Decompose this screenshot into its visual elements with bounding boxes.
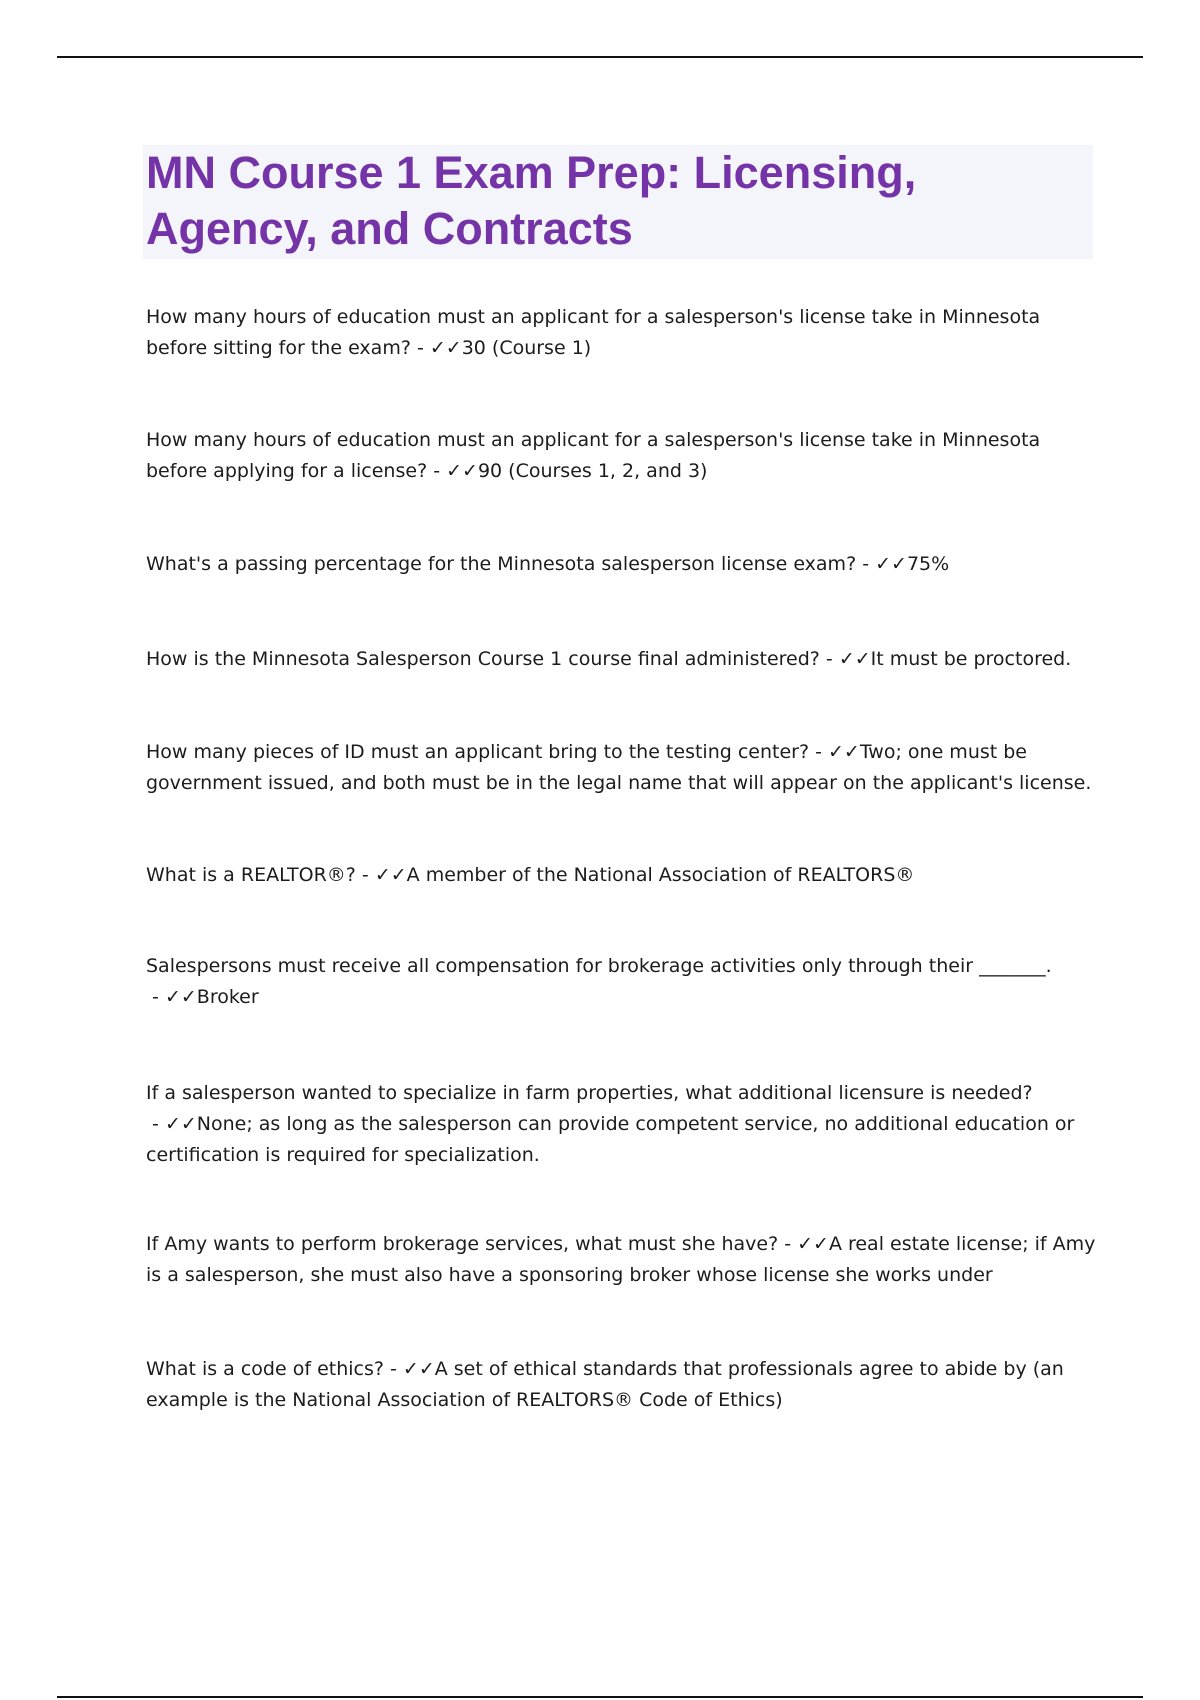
checkmark-icon: ✓✓ xyxy=(875,553,907,575)
separator: - xyxy=(146,1113,165,1135)
separator: - xyxy=(427,460,447,482)
checkmark-icon: ✓✓ xyxy=(838,648,871,670)
separator: - xyxy=(355,864,375,886)
separator: - xyxy=(383,1358,403,1380)
question-text: How many hours of education must an applicant for a salesperson's license take in Minnesota before applying for a license? xyxy=(146,429,1041,482)
answer-text: A real estate license; if Amy is a salesperson, she must also have a sponsoring broker whose license she works under xyxy=(146,1233,1096,1286)
separator: - xyxy=(809,741,828,763)
qa-item xyxy=(146,951,1096,1013)
question-text: How many hours of education must an applicant for a salesperson's license take in Minnesota before sitting for the exam? xyxy=(146,306,1041,359)
question-text: If Amy wants to perform brokerage services, what must she have? xyxy=(146,1233,779,1255)
question-text: How many pieces of ID must an applicant bring to the testing center? xyxy=(146,741,810,763)
qa-item xyxy=(146,737,1096,799)
answer-text: Broker xyxy=(196,986,259,1008)
separator: - xyxy=(819,648,839,670)
qa-item xyxy=(146,1354,1096,1416)
qa-item xyxy=(146,302,1096,364)
answer-text: A member of the National Association of REALTORS® xyxy=(406,864,915,886)
qa-item xyxy=(146,425,1096,487)
answer-text: A set of ethical standards that professionals agree to abide by (an example is the National Association of REALTORS® Code of Ethics) xyxy=(146,1358,1064,1411)
footer-rule xyxy=(57,1696,1143,1698)
separator: - xyxy=(856,553,876,575)
qa-item xyxy=(146,644,1096,675)
checkmark-icon: ✓✓ xyxy=(446,460,478,482)
answer-text: None; as long as the salesperson can provide competent service, no additional education or certification is required for specialization. xyxy=(146,1113,1075,1166)
question-text: Salespersons must receive all compensation for brokerage activities only through their _______. xyxy=(146,955,1052,977)
answer-text: 30 (Course 1) xyxy=(461,337,592,359)
checkmark-icon: ✓✓ xyxy=(797,1233,829,1255)
question-text: What's a passing percentage for the Minnesota salesperson license exam? xyxy=(146,553,857,575)
header-rule xyxy=(57,56,1143,58)
question-text: What is a REALTOR®? xyxy=(146,864,356,886)
checkmark-icon: ✓✓ xyxy=(374,864,407,886)
answer-text: 75% xyxy=(906,553,950,575)
qa-item xyxy=(146,860,1096,891)
checkmark-icon: ✓✓ xyxy=(828,741,860,763)
question-text: What is a code of ethics? xyxy=(146,1358,384,1380)
separator: - xyxy=(410,337,430,359)
checkmark-icon: ✓✓ xyxy=(164,986,197,1008)
checkmark-icon: ✓✓ xyxy=(429,337,462,359)
separator: - xyxy=(778,1233,798,1255)
qa-item xyxy=(146,1078,1096,1171)
checkmark-icon: ✓✓ xyxy=(402,1358,435,1380)
question-text: If a salesperson wanted to specialize in farm properties, what additional licensure is needed? xyxy=(146,1082,1033,1104)
question-text: How is the Minnesota Salesperson Course 1 course final administered? xyxy=(146,648,820,670)
qa-item xyxy=(146,549,1096,580)
answer-text: Two; one must be government issued, and both must be in the legal name that will appear on the applicant's license. xyxy=(146,741,1092,794)
qa-item xyxy=(146,1229,1096,1291)
checkmark-icon: ✓✓ xyxy=(164,1113,197,1135)
document-title: MN Course 1 Exam Prep: Licensing, Agency, and Contracts xyxy=(146,147,917,254)
answer-text: 90 (Courses 1, 2, and 3) xyxy=(477,460,708,482)
answer-text: It must be proctored. xyxy=(870,648,1072,670)
separator: - xyxy=(146,986,165,1008)
